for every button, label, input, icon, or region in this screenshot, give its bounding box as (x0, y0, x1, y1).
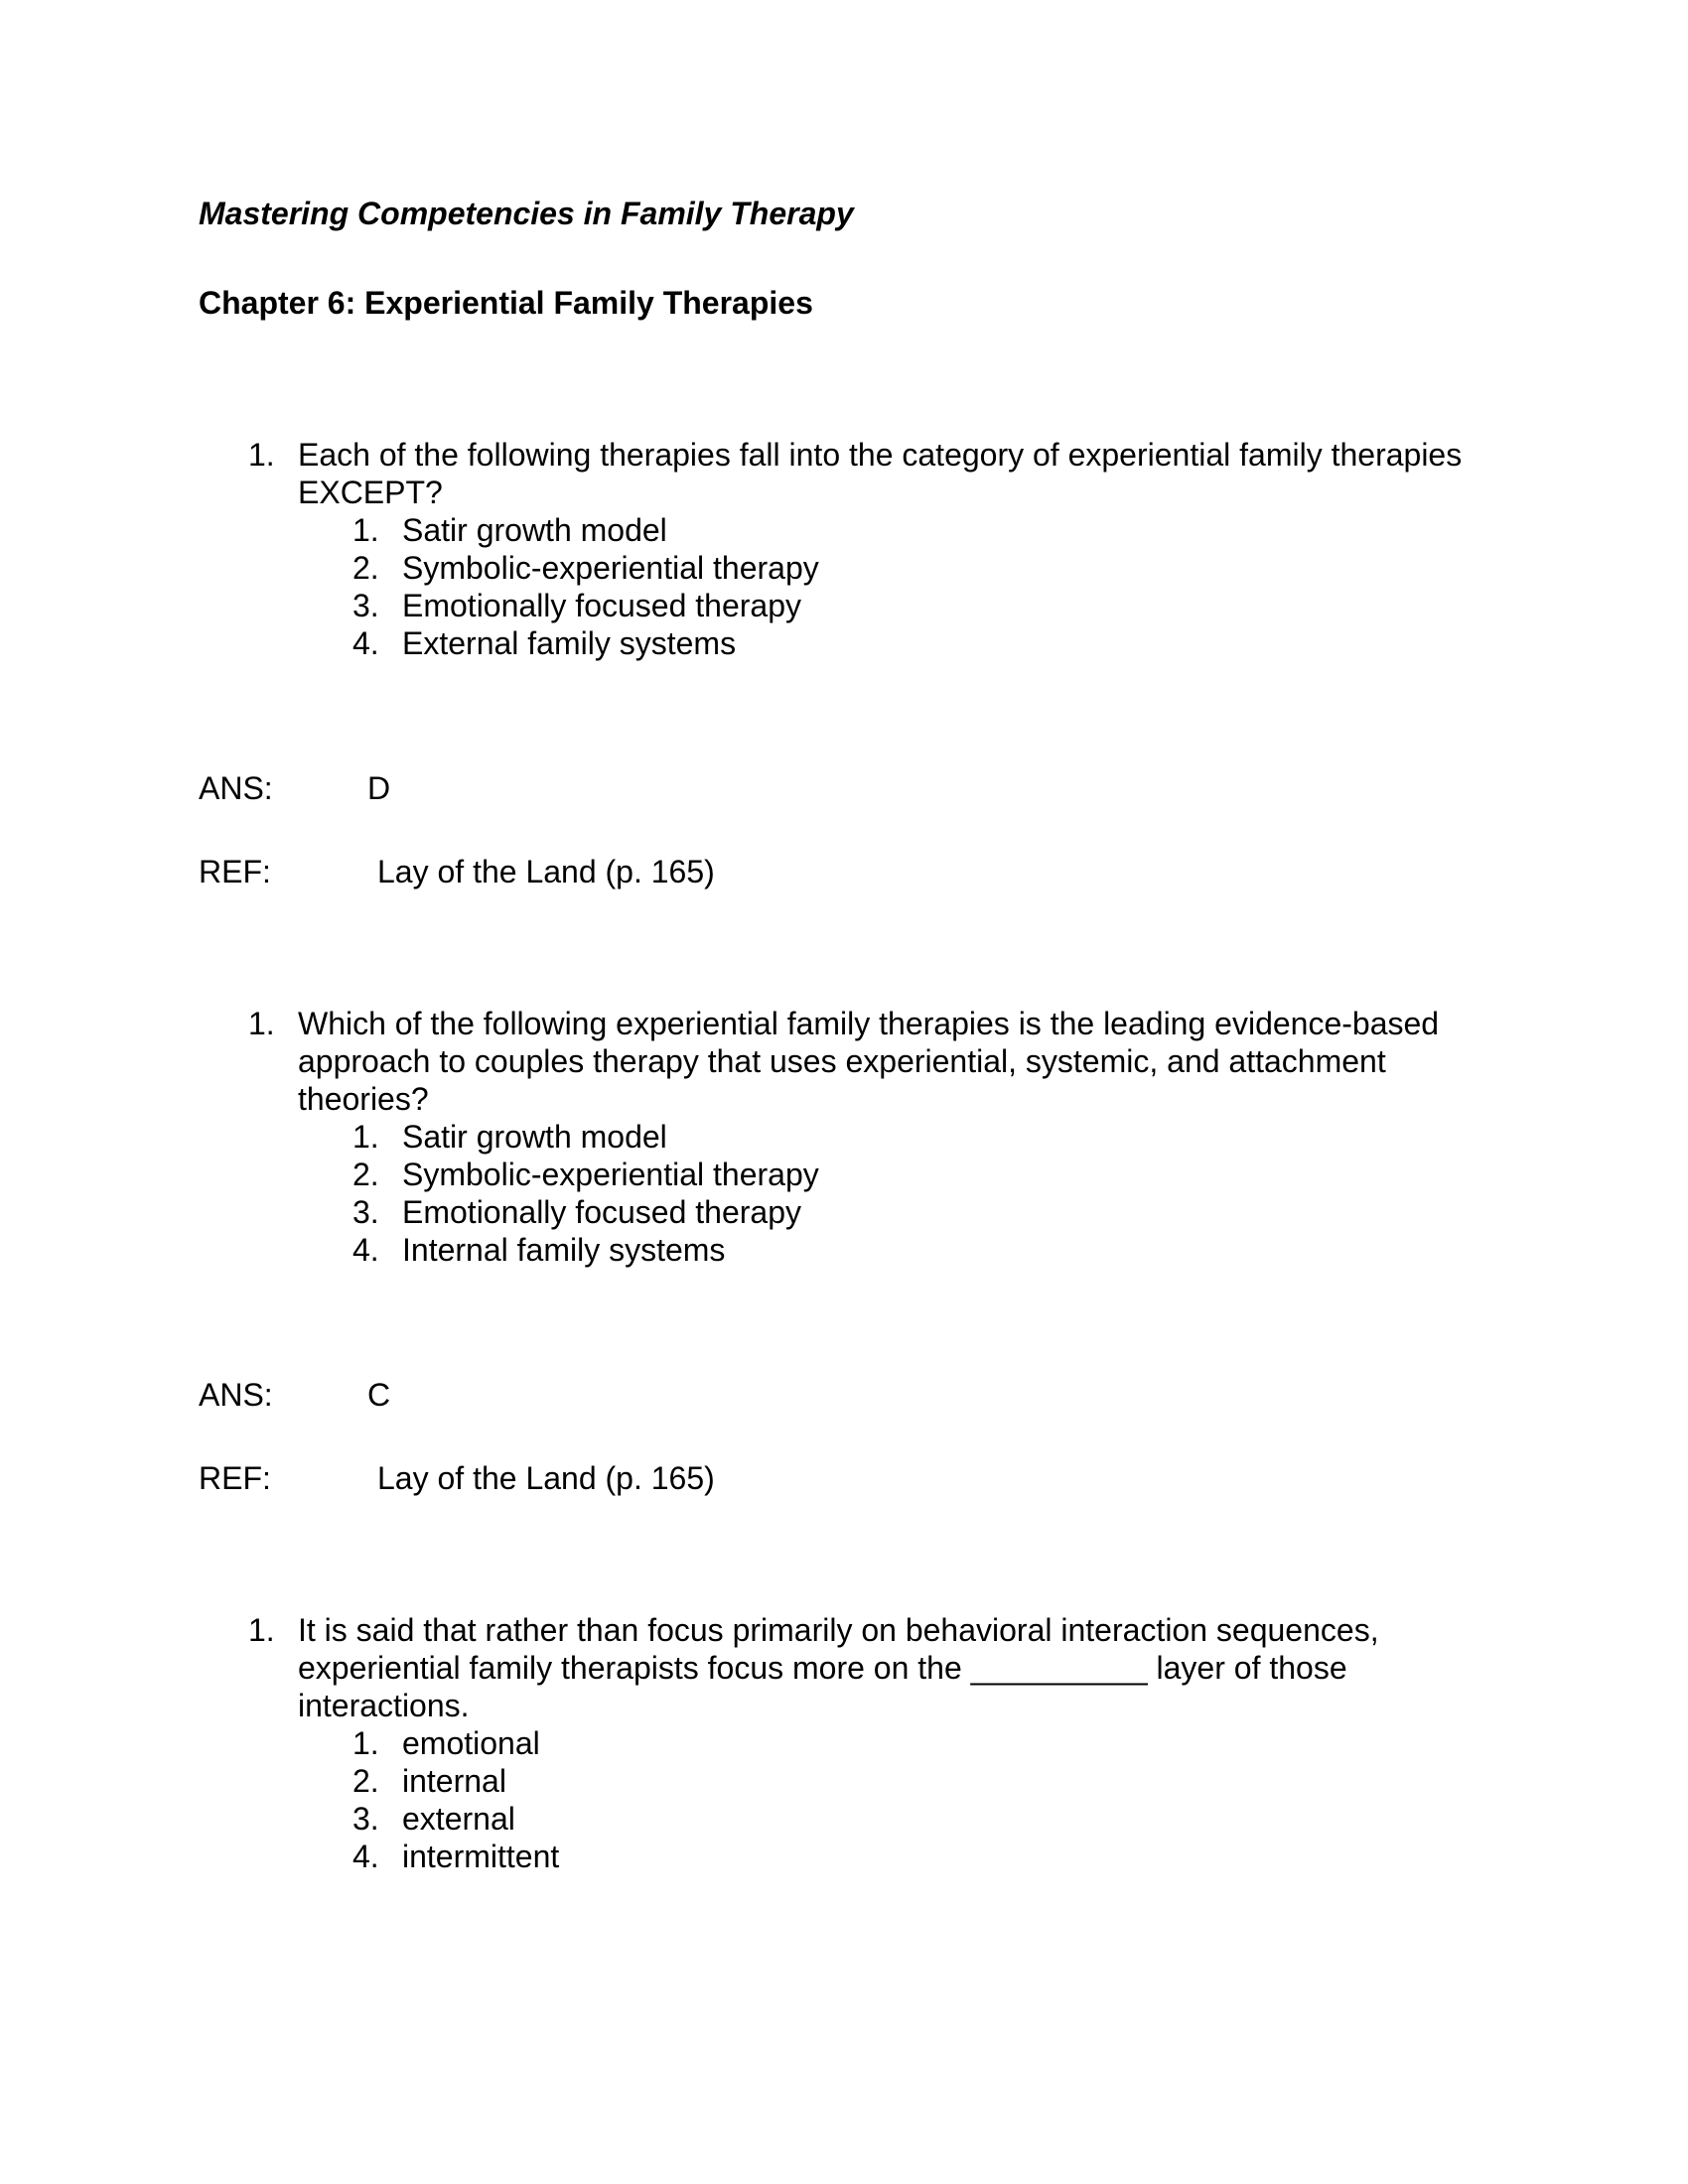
question-2 (248, 1005, 1489, 1118)
option-text: Symbolic-experiential therapy (402, 550, 819, 586)
option-number: 2. (352, 550, 379, 586)
question-2-option-3 (352, 1193, 1489, 1231)
option-number: 3. (352, 588, 379, 623)
question-block-2 (199, 1005, 1489, 1497)
question-3-option-2 (352, 1762, 1489, 1800)
option-number: 1. (352, 1119, 379, 1155)
question-block-1 (199, 436, 1489, 890)
question-3-text: It is said that rather than focus primarily on behavioral interaction sequences, experiential family therapists focus more on the __________ layer of those interactions. (298, 1612, 1379, 1723)
option-text: external (402, 1801, 515, 1837)
answer-value: C (367, 1377, 391, 1413)
ref-label: REF: (199, 854, 271, 889)
answer-label: ANS: (199, 770, 273, 806)
option-number: 4. (352, 1232, 379, 1268)
option-text: External family systems (402, 625, 737, 661)
option-number: 1. (352, 512, 379, 548)
question-1-option-4 (352, 624, 1489, 662)
question-2-option-2 (352, 1156, 1489, 1193)
question-3 (248, 1611, 1489, 1724)
question-block-3 (199, 1611, 1489, 1875)
question-1-number: 1. (248, 437, 275, 473)
option-text: Satir growth model (402, 1119, 667, 1155)
option-text: intermittent (402, 1839, 560, 1874)
option-number: 4. (352, 625, 379, 661)
option-text: Satir growth model (402, 512, 667, 548)
question-3-number: 1. (248, 1612, 275, 1648)
question-3-option-3 (352, 1800, 1489, 1838)
answer-value: D (367, 770, 391, 806)
option-number: 2. (352, 1763, 379, 1799)
chapter-heading: Chapter 6: Experiential Family Therapies (199, 285, 813, 321)
document-title: Mastering Competencies in Family Therapy (199, 196, 854, 231)
question-2-text: Which of the following experiential family therapies is the leading evidence-based approach to couples therapy that uses experiential, systemic, and attachment theories? (298, 1006, 1440, 1117)
question-1 (248, 436, 1489, 511)
ref-label: REF: (199, 1460, 271, 1496)
question-1-answer-row (199, 769, 1489, 807)
answer-label: ANS: (199, 1377, 273, 1413)
question-2-ref-row (199, 1459, 1489, 1497)
option-text: Emotionally focused therapy (402, 1194, 801, 1230)
ref-value: Lay of the Land (p. 165) (377, 854, 715, 889)
question-3-option-1 (352, 1724, 1489, 1762)
question-2-option-4 (352, 1231, 1489, 1269)
question-1-text: Each of the following therapies fall into the category of experiential family therapies EXCEPT? (298, 437, 1463, 510)
ref-value: Lay of the Land (p. 165) (377, 1460, 715, 1496)
question-1-ref-row (199, 853, 1489, 890)
question-3-option-4 (352, 1838, 1489, 1875)
option-number: 2. (352, 1157, 379, 1192)
question-2-answer-row (199, 1376, 1489, 1414)
option-number: 3. (352, 1801, 379, 1837)
option-number: 1. (352, 1725, 379, 1761)
question-2-option-1 (352, 1118, 1489, 1156)
question-2-number: 1. (248, 1006, 275, 1041)
option-text: Emotionally focused therapy (402, 588, 801, 623)
question-1-option-1 (352, 511, 1489, 549)
option-text: internal (402, 1763, 506, 1799)
question-1-option-2 (352, 549, 1489, 587)
option-number: 3. (352, 1194, 379, 1230)
option-text: emotional (402, 1725, 540, 1761)
option-text: Internal family systems (402, 1232, 726, 1268)
option-number: 4. (352, 1839, 379, 1874)
question-1-option-3 (352, 587, 1489, 624)
option-text: Symbolic-experiential therapy (402, 1157, 819, 1192)
